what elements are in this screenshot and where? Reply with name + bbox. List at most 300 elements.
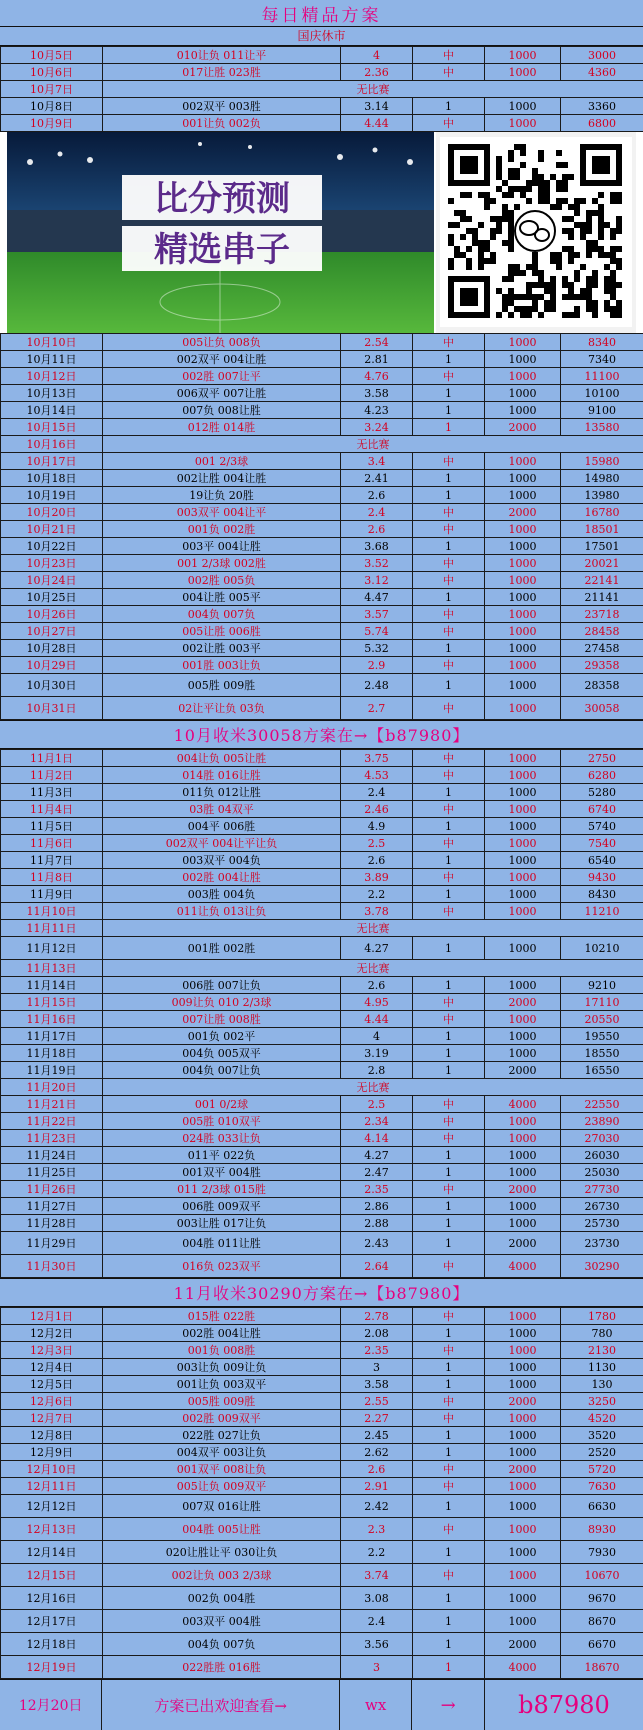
row-total: 25030	[561, 1164, 643, 1181]
row-stake: 1000	[485, 886, 561, 903]
row-pick: 004双平 003让负	[103, 1444, 341, 1461]
row-pick: 004负 007负	[103, 1633, 341, 1656]
row-result: 1	[413, 1633, 485, 1656]
row-date: 10月19日	[1, 487, 103, 504]
row-pick: 003双平 004负	[103, 852, 341, 869]
row-odds: 4.47	[341, 589, 413, 606]
row-date: 12月16日	[1, 1587, 103, 1610]
row-pick: 005胜 009胜	[103, 1393, 341, 1410]
row-total: 4520	[561, 1410, 643, 1427]
row-odds: 3.19	[341, 1045, 413, 1062]
row-odds: 3.24	[341, 419, 413, 436]
row-total: 6800	[561, 115, 643, 132]
table-row	[1, 1633, 643, 1656]
row-result: 1	[413, 1045, 485, 1062]
row-odds: 2.4	[341, 504, 413, 521]
row-date: 11月22日	[1, 1113, 103, 1130]
row-odds: 4.9	[341, 818, 413, 835]
row-total: 18501	[561, 521, 643, 538]
row-total: 4360	[561, 64, 643, 81]
row-date: 11月8日	[1, 869, 103, 886]
row-pick: 011平 022负	[103, 1147, 341, 1164]
no-match-note: 无比赛	[103, 81, 643, 98]
row-total: 23730	[561, 1232, 643, 1255]
row-odds: 4.53	[341, 767, 413, 784]
table-row	[1, 920, 643, 937]
row-date: 12月19日	[1, 1656, 103, 1679]
table-row	[1, 697, 643, 720]
table-row	[1, 419, 643, 436]
table-row	[1, 1656, 643, 1679]
table-row	[1, 1011, 643, 1028]
row-result: 中	[413, 1255, 485, 1278]
row-odds: 2.4	[341, 1610, 413, 1633]
row-pick: 004让胜 005平	[103, 589, 341, 606]
row-date: 11月7日	[1, 852, 103, 869]
row-date: 11月18日	[1, 1045, 103, 1062]
row-odds: 2.91	[341, 1478, 413, 1495]
row-stake: 1000	[485, 818, 561, 835]
row-date: 11月26日	[1, 1181, 103, 1198]
row-pick: 002双平 003胜	[103, 98, 341, 115]
oct-summary: 10月收米30058方案在→【b87980】	[0, 720, 643, 749]
row-odds: 2.7	[341, 697, 413, 720]
row-total: 6670	[561, 1633, 643, 1656]
row-total: 780	[561, 1325, 643, 1342]
table-row	[1, 1610, 643, 1633]
row-result: 中	[413, 572, 485, 589]
row-stake: 1000	[485, 1410, 561, 1427]
row-date: 10月23日	[1, 555, 103, 572]
row-date: 11月10日	[1, 903, 103, 920]
row-pick: 022胜 027让负	[103, 1427, 341, 1444]
row-pick: 024胜 033让负	[103, 1130, 341, 1147]
row-stake: 2000	[485, 1633, 561, 1656]
row-odds: 4.44	[341, 115, 413, 132]
row-pick: 003让胜 017让负	[103, 1215, 341, 1232]
row-result: 1	[413, 674, 485, 697]
row-stake: 1000	[485, 572, 561, 589]
row-result: 1	[413, 351, 485, 368]
row-pick: 03胜 04双平	[103, 801, 341, 818]
row-stake: 1000	[485, 402, 561, 419]
table-row	[1, 852, 643, 869]
row-pick: 005胜 010双平	[103, 1113, 341, 1130]
row-stake: 1000	[485, 1587, 561, 1610]
row-total: 6740	[561, 801, 643, 818]
row-odds: 3.12	[341, 572, 413, 589]
row-pick: 004负 007让负	[103, 1062, 341, 1079]
row-pick: 002胜 005负	[103, 572, 341, 589]
row-pick: 016负 023双平	[103, 1255, 341, 1278]
row-date: 10月9日	[1, 115, 103, 132]
row-odds: 2.42	[341, 1495, 413, 1518]
table-row	[1, 1062, 643, 1079]
row-pick: 004平 006胜	[103, 818, 341, 835]
row-date: 12月8日	[1, 1427, 103, 1444]
row-pick: 015胜 022胜	[103, 1308, 341, 1325]
row-stake: 1000	[485, 1564, 561, 1587]
row-total: 14980	[561, 470, 643, 487]
row-stake: 1000	[485, 640, 561, 657]
row-result: 1	[413, 1232, 485, 1255]
row-date: 10月13日	[1, 385, 103, 402]
row-date: 12月2日	[1, 1325, 103, 1342]
row-stake: 1000	[485, 1147, 561, 1164]
table-row	[1, 886, 643, 903]
row-date: 11月27日	[1, 1198, 103, 1215]
row-pick: 001双平 004胜	[103, 1164, 341, 1181]
table-row	[1, 81, 643, 98]
row-total: 13980	[561, 487, 643, 504]
row-total: 9210	[561, 977, 643, 994]
row-stake: 1000	[485, 784, 561, 801]
row-stake: 1000	[485, 869, 561, 886]
row-pick: 022胜胜 016胜	[103, 1656, 341, 1679]
row-pick: 004负 005双平	[103, 1045, 341, 1062]
row-date: 12月4日	[1, 1359, 103, 1376]
row-date: 10月21日	[1, 521, 103, 538]
row-stake: 1000	[485, 1164, 561, 1181]
row-date: 12月14日	[1, 1541, 103, 1564]
row-result: 中	[413, 1518, 485, 1541]
row-date: 11月29日	[1, 1232, 103, 1255]
row-stake: 1000	[485, 1325, 561, 1342]
row-pick: 001负 002平	[103, 1028, 341, 1045]
row-odds: 5.32	[341, 640, 413, 657]
row-result: 中	[413, 606, 485, 623]
row-result: 中	[413, 801, 485, 818]
row-pick: 007负 008让胜	[103, 402, 341, 419]
row-result: 中	[413, 47, 485, 64]
row-total: 22550	[561, 1096, 643, 1113]
row-odds: 2.46	[341, 801, 413, 818]
row-total: 11210	[561, 903, 643, 920]
row-stake: 4000	[485, 1255, 561, 1278]
row-date: 12月7日	[1, 1410, 103, 1427]
row-odds: 2.27	[341, 1410, 413, 1427]
row-result: 1	[413, 98, 485, 115]
row-result: 1	[413, 784, 485, 801]
row-result: 1	[413, 886, 485, 903]
row-stake: 1000	[485, 750, 561, 767]
row-date: 12月6日	[1, 1393, 103, 1410]
row-stake: 1000	[485, 1198, 561, 1215]
row-stake: 1000	[485, 1444, 561, 1461]
row-stake: 4000	[485, 1656, 561, 1679]
row-result: 中	[413, 657, 485, 674]
row-odds: 4.23	[341, 402, 413, 419]
table-row	[1, 623, 643, 640]
table-row	[1, 1518, 643, 1541]
row-result: 中	[413, 1564, 485, 1587]
table-row	[1, 521, 643, 538]
row-date: 11月5日	[1, 818, 103, 835]
row-result: 1	[413, 1198, 485, 1215]
table-row	[1, 98, 643, 115]
row-total: 7630	[561, 1478, 643, 1495]
row-total: 9670	[561, 1587, 643, 1610]
row-odds: 2.6	[341, 487, 413, 504]
row-stake: 1000	[485, 115, 561, 132]
table-row	[1, 1308, 643, 1325]
table-row	[1, 1478, 643, 1495]
qr-code-icon	[436, 132, 636, 333]
row-total: 3000	[561, 47, 643, 64]
row-stake: 1000	[485, 1376, 561, 1393]
row-stake: 1000	[485, 1215, 561, 1232]
no-match-note: 无比赛	[103, 960, 643, 977]
row-pick: 001负 002胜	[103, 521, 341, 538]
row-total: 6630	[561, 1495, 643, 1518]
row-odds: 2.55	[341, 1393, 413, 1410]
table-row	[1, 504, 643, 521]
no-match-note: 无比赛	[103, 920, 643, 937]
row-stake: 1000	[485, 1113, 561, 1130]
row-total: 30058	[561, 697, 643, 720]
row-total: 27458	[561, 640, 643, 657]
row-stake: 1000	[485, 852, 561, 869]
row-odds: 3	[341, 1656, 413, 1679]
row-total: 2520	[561, 1444, 643, 1461]
row-odds: 2.8	[341, 1062, 413, 1079]
row-result: 1	[413, 1495, 485, 1518]
row-result: 中	[413, 521, 485, 538]
row-pick: 004胜 005让胜	[103, 1518, 341, 1541]
row-stake: 1000	[485, 1359, 561, 1376]
row-result: 1	[413, 470, 485, 487]
row-date: 11月2日	[1, 767, 103, 784]
nov-table	[0, 749, 643, 1278]
row-total: 23718	[561, 606, 643, 623]
row-stake: 2000	[485, 1062, 561, 1079]
row-result: 1	[413, 1325, 485, 1342]
row-date: 10月26日	[1, 606, 103, 623]
row-odds: 3.75	[341, 750, 413, 767]
row-date: 11月16日	[1, 1011, 103, 1028]
row-date: 11月17日	[1, 1028, 103, 1045]
row-result: 中	[413, 994, 485, 1011]
row-stake: 1000	[485, 47, 561, 64]
table-row	[1, 1215, 643, 1232]
row-total: 20021	[561, 555, 643, 572]
row-pick: 003双平 004让平	[103, 504, 341, 521]
row-date: 11月20日	[1, 1079, 103, 1096]
table-row	[1, 1113, 643, 1130]
row-total: 2130	[561, 1342, 643, 1359]
row-stake: 1000	[485, 1028, 561, 1045]
row-total: 7930	[561, 1541, 643, 1564]
promo-banner	[0, 132, 643, 333]
table-row	[1, 1164, 643, 1181]
row-result: 中	[413, 1308, 485, 1325]
row-odds: 3.4	[341, 453, 413, 470]
table-row	[1, 487, 643, 504]
row-odds: 4	[341, 1028, 413, 1045]
row-date: 10月16日	[1, 436, 103, 453]
svg-text:比分预测: 比分预测	[154, 179, 290, 219]
oct-table-b	[0, 333, 643, 720]
table-row	[1, 1181, 643, 1198]
table-row	[1, 869, 643, 886]
row-date: 10月24日	[1, 572, 103, 589]
row-stake: 1000	[485, 385, 561, 402]
row-date: 12月18日	[1, 1633, 103, 1656]
row-total: 6280	[561, 767, 643, 784]
row-total: 16550	[561, 1062, 643, 1079]
row-odds: 2.62	[341, 1444, 413, 1461]
row-pick: 011让负 013让负	[103, 903, 341, 920]
table-row	[1, 555, 643, 572]
row-date: 11月23日	[1, 1130, 103, 1147]
row-date: 11月13日	[1, 960, 103, 977]
row-total: 9100	[561, 402, 643, 419]
row-result: 中	[413, 504, 485, 521]
row-date: 11月15日	[1, 994, 103, 1011]
row-odds: 2.64	[341, 1255, 413, 1278]
oct-table-a	[0, 46, 643, 132]
row-total: 7540	[561, 835, 643, 852]
row-result: 1	[413, 1610, 485, 1633]
row-pick: 020让胜让平 030让负	[103, 1541, 341, 1564]
table-row	[1, 960, 643, 977]
row-odds: 2.9	[341, 657, 413, 674]
table-row	[1, 385, 643, 402]
table-row	[1, 47, 643, 64]
table-row	[1, 1359, 643, 1376]
row-total: 10100	[561, 385, 643, 402]
row-total: 19550	[561, 1028, 643, 1045]
row-odds: 2.5	[341, 1096, 413, 1113]
row-result: 中	[413, 1478, 485, 1495]
row-pick: 007双 016让胜	[103, 1495, 341, 1518]
row-result: 1	[413, 1427, 485, 1444]
row-pick: 002胜 004让胜	[103, 1325, 341, 1342]
row-pick: 005让负 008负	[103, 334, 341, 351]
row-date: 12月9日	[1, 1444, 103, 1461]
row-odds: 2.54	[341, 334, 413, 351]
row-total: 8930	[561, 1518, 643, 1541]
row-date: 12月10日	[1, 1461, 103, 1478]
row-stake: 1000	[485, 697, 561, 720]
row-result: 中	[413, 64, 485, 81]
table-row	[1, 903, 643, 920]
row-total: 30290	[561, 1255, 643, 1278]
row-date: 10月25日	[1, 589, 103, 606]
row-stake: 1000	[485, 1308, 561, 1325]
row-total: 28358	[561, 674, 643, 697]
row-date: 10月11日	[1, 351, 103, 368]
row-total: 1780	[561, 1308, 643, 1325]
row-stake: 1000	[485, 521, 561, 538]
row-result: 中	[413, 1410, 485, 1427]
footer-wx: wx	[340, 1680, 413, 1730]
row-pick: 002让胜 003平	[103, 640, 341, 657]
row-result: 中	[413, 555, 485, 572]
table-row	[1, 674, 643, 697]
row-result: 中	[413, 1461, 485, 1478]
row-total: 11100	[561, 368, 643, 385]
row-date: 11月25日	[1, 1164, 103, 1181]
row-result: 中	[413, 1181, 485, 1198]
footer	[0, 1679, 643, 1730]
row-total: 26730	[561, 1198, 643, 1215]
row-stake: 1000	[485, 767, 561, 784]
row-total: 5720	[561, 1461, 643, 1478]
row-total: 10670	[561, 1564, 643, 1587]
row-total: 3360	[561, 98, 643, 115]
row-result: 中	[413, 1393, 485, 1410]
row-pick: 009让负 010 2/3球	[103, 994, 341, 1011]
row-total: 28458	[561, 623, 643, 640]
row-odds: 2.2	[341, 886, 413, 903]
row-stake: 1000	[485, 487, 561, 504]
table-row	[1, 1028, 643, 1045]
row-odds: 5.74	[341, 623, 413, 640]
table-row	[1, 784, 643, 801]
row-total: 25730	[561, 1215, 643, 1232]
row-result: 1	[413, 487, 485, 504]
row-date: 10月10日	[1, 334, 103, 351]
row-date: 11月3日	[1, 784, 103, 801]
row-pick: 003让负 009让负	[103, 1359, 341, 1376]
row-stake: 2000	[485, 419, 561, 436]
row-date: 10月18日	[1, 470, 103, 487]
row-result: 中	[413, 767, 485, 784]
row-result: 中	[413, 368, 485, 385]
row-stake: 2000	[485, 994, 561, 1011]
row-odds: 2.4	[341, 784, 413, 801]
row-pick: 006胜 007让负	[103, 977, 341, 994]
row-odds: 4.95	[341, 994, 413, 1011]
row-pick: 19让负 20胜	[103, 487, 341, 504]
row-odds: 3.58	[341, 385, 413, 402]
row-result: 1	[413, 1359, 485, 1376]
table-row	[1, 1495, 643, 1518]
table-row	[1, 115, 643, 132]
row-odds: 2.81	[341, 351, 413, 368]
row-odds: 4.27	[341, 937, 413, 960]
row-odds: 2.3	[341, 1518, 413, 1541]
row-result: 中	[413, 1011, 485, 1028]
row-total: 27030	[561, 1130, 643, 1147]
row-stake: 1000	[485, 1518, 561, 1541]
row-odds: 2.35	[341, 1342, 413, 1359]
stadium-image	[7, 132, 434, 333]
row-date: 12月12日	[1, 1495, 103, 1518]
row-result: 1	[413, 1215, 485, 1232]
row-odds: 4	[341, 47, 413, 64]
table-row	[1, 351, 643, 368]
row-total: 10210	[561, 937, 643, 960]
row-pick: 010让负 011让平	[103, 47, 341, 64]
row-stake: 1000	[485, 657, 561, 674]
row-total: 27730	[561, 1181, 643, 1198]
table-row	[1, 436, 643, 453]
row-stake: 1000	[485, 1541, 561, 1564]
dec-table	[0, 1307, 643, 1679]
table-row	[1, 1198, 643, 1215]
row-pick: 001胜 003让负	[103, 657, 341, 674]
table-row	[1, 801, 643, 818]
row-result: 1	[413, 1062, 485, 1079]
table-row	[1, 1564, 643, 1587]
row-odds: 2.2	[341, 1541, 413, 1564]
row-result: 1	[413, 419, 485, 436]
table-row	[1, 538, 643, 555]
row-stake: 1000	[485, 98, 561, 115]
row-odds: 3.78	[341, 903, 413, 920]
